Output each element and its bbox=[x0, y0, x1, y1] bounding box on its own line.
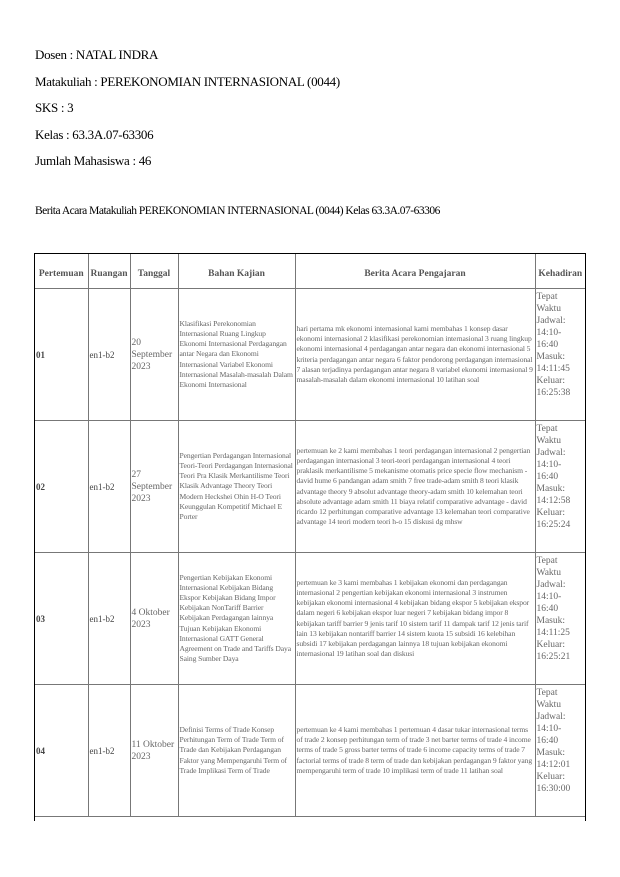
cell-pertemuan: 01 bbox=[35, 289, 88, 421]
kehadiran-line: 16:40 bbox=[536, 340, 559, 350]
cell-bahan-kajian: Pengertian Kebijakan Ekonomi Internasional Kebijakan Bidang Ekspor Kebijakan Bidang Impor Kebijakan NonTariff Barrier Kebijakan Perdagangan lainnya Tujuan Kebijakan Ekonomi Internasional GATT General Agreement on Trade and Tariffs Daya Saing Sumber Daya bbox=[178, 553, 295, 685]
kehadiran-line: 16:25:38 bbox=[536, 388, 571, 398]
cell-berita-acara: pertemuan ke 4 kami membahas 1 pertemuan 4 dasar tukar internasional terms of trade 2 konsep perhitungan term of trade 3 net barter terms of trade 4 income terms of trade 5 gross barter terms of trade 6 income capacity terms of trade 7 factorial terms of trade 8 term of trade dan kebijakan perdagangan 9 faktor yang mempengaruhi term of trade 10 implikasi term of trade 11 latihan soal bbox=[295, 685, 535, 817]
cell-kehadiran bbox=[535, 289, 585, 421]
kehadiran-line: Jadwal: bbox=[536, 316, 566, 326]
kehadiran-line: Jadwal: bbox=[536, 580, 566, 590]
dosen-line: Dosen : NATAL INDRA bbox=[35, 47, 159, 62]
cell-berita-acara: hari pertama mk ekonomi internasional kami membahas 1 konsep dasar ekonomi internasional 2 klasifikasi perekonomian internasional 3 ruang lingkup ekonomi internasional 4 perdagangan antar negara dan ekonomi internasional 5 kriteria perdagangan antar negara 6 faktor pendorong perdagangan internasional 7 alasan terjadinya perdagangan antar negara 8 variabel ekonomi internasional 9 masalah-masalah dalam ekonomi internasional 10 latihan soal bbox=[295, 289, 535, 421]
col-header-tanggal: Tanggal bbox=[130, 254, 178, 289]
kehadiran-line: Waktu bbox=[536, 568, 562, 578]
kehadiran-line: Masuk: bbox=[536, 484, 565, 494]
kehadiran-line: 14:10- bbox=[536, 724, 562, 734]
berita-acara-subtitle: Berita Acara Matakuliah PEREKONOMIAN INTERNASIONAL (0044) Kelas 63.3A.07-63306 bbox=[35, 205, 440, 217]
cell-kehadiran bbox=[535, 553, 585, 685]
cell-bahan-kajian: Definisi Terms of Trade Konsep Perhitungan Term of Trade Term of Trade dan Kebijakan Perdagangan Faktor yang Mempengaruhi Term of Trade Implikasi Term of Trade bbox=[178, 685, 295, 817]
table-row bbox=[35, 685, 585, 817]
cell-tanggal: 11 Oktober 2023 bbox=[130, 685, 178, 817]
cell-ruangan: en1-b2 bbox=[88, 289, 130, 421]
kehadiran-line: 14:10- bbox=[536, 328, 562, 338]
kehadiran-line: 14:12:01 bbox=[536, 760, 571, 770]
col-header-kehadiran: Kehadiran bbox=[535, 254, 585, 289]
cell-ruangan: en1-b2 bbox=[88, 421, 130, 553]
kehadiran-line: 14:11:45 bbox=[536, 364, 570, 374]
berita-acara-table bbox=[35, 254, 585, 817]
kehadiran-line: 16:30:00 bbox=[536, 784, 571, 794]
kehadiran-line: 16:25:21 bbox=[536, 652, 571, 662]
cell-tanggal: 20 September 2023 bbox=[130, 289, 178, 421]
kehadiran-line: Jadwal: bbox=[536, 448, 566, 458]
cell-pertemuan: 02 bbox=[35, 421, 88, 553]
kehadiran-line: 14:10- bbox=[536, 460, 562, 470]
table-row bbox=[35, 553, 585, 685]
kehadiran-line: Tepat bbox=[536, 424, 558, 434]
kehadiran-line: 16:40 bbox=[536, 604, 559, 614]
cell-pertemuan: 03 bbox=[35, 553, 88, 685]
cell-kehadiran bbox=[535, 685, 585, 817]
kehadiran-line: Tepat bbox=[536, 292, 558, 302]
kehadiran-line: Waktu bbox=[536, 700, 562, 710]
cell-ruangan: en1-b2 bbox=[88, 685, 130, 817]
kelas-line: Kelas : 63.3A.07-63306 bbox=[35, 127, 154, 142]
kehadiran-line: 14:11:25 bbox=[536, 628, 570, 638]
cell-tanggal: 27 September 2023 bbox=[130, 421, 178, 553]
cell-berita-acara: pertemuan ke 3 kami membahas 1 kebijakan ekonomi dan perdagangan internasional 2 pengertian kebijakan ekonomi internasional 3 instrumen kebijakan ekonomi internasional 4 kebijakan bidang ekspor 5 kebijakan ekspor dalam negeri 6 kebijakan ekspor luar negeri 7 kebijakan bidang impor 8 kebijakan tariff barrier 9 jenis tarif 10 sistem tarif 11 dampak tarif 12 jenis tarif lain 13 kebijakan nontariff barrier 14 sistem kuota 15 subsidi 16 kelebihan subsidi 17 kebijakan perdagangan lainnya 18 tujuan kebijakan ekonomi internasional 19 latihan soal dan diskusi bbox=[295, 553, 535, 685]
cell-kehadiran bbox=[535, 421, 585, 553]
table-header-row bbox=[35, 254, 585, 289]
kehadiran-line: 16:25:24 bbox=[536, 520, 571, 530]
kehadiran-line: Jadwal: bbox=[536, 712, 566, 722]
table-row bbox=[35, 421, 585, 553]
kehadiran-line: 16:40 bbox=[536, 736, 559, 746]
kehadiran-line: Keluar: bbox=[536, 772, 565, 782]
kehadiran-line: 16:40 bbox=[536, 472, 559, 482]
cell-bahan-kajian: Klasifikasi Perekonomian Internasional Ruang Lingkup Ekonomi Internasional Perdagangan antar Negara dan Ekonomi Internasional Variabel Ekonomi Internasional Masalah-masalah Dalam Ekonomi Internasional bbox=[178, 289, 295, 421]
matakuliah-line: Matakuliah : PEREKONOMIAN INTERNASIONAL (0044) bbox=[35, 74, 340, 89]
col-header-pertemuan: Pertemuan bbox=[35, 254, 88, 289]
kehadiran-line: Tepat bbox=[536, 556, 558, 566]
kehadiran-line: Waktu bbox=[536, 436, 562, 446]
jumlah-mahasiswa-line: Jumlah Mahasiswa : 46 bbox=[35, 153, 152, 168]
cell-tanggal: 4 Oktober 2023 bbox=[130, 553, 178, 685]
cell-berita-acara: pertemuan ke 2 kami membahas 1 teori perdagangan internasional 2 pengertian perdagangan internasional 3 teori-teori perdagangan internasional 4 teori praklasik merkantilisme 5 mekanisme otomatis price specie flow mechanism -david hume 6 pandangan adam smith 7 free trade-adam smith 8 teori klasik advantage theory 9 absolut advantage theory-adam smith 10 kelemahan teori absolute advantage adam smith 11 biaya relatif comparative advantage - david ricardo 12 perhitungan comparative advantage 13 kelemahan teori comparative advantage 14 teori modern teori h-o 15 diskusi dg mhsw bbox=[295, 421, 535, 553]
berita-acara-table-container bbox=[34, 253, 586, 821]
kehadiran-line: Tepat bbox=[536, 688, 558, 698]
kehadiran-line: 14:10- bbox=[536, 592, 562, 602]
cell-ruangan: en1-b2 bbox=[88, 553, 130, 685]
cell-bahan-kajian: Pengertian Perdagangan Internasional Teori-Teori Perdagangan Internasional Teori Pra Klasik Merkantilisme Teori Klasik Advantage Theory Teori Modern Heckshei Ohin H-O Teori Keunggulan Kompetitif Michael E Porter bbox=[178, 421, 295, 553]
col-header-bahan-kajian: Bahan Kajian bbox=[178, 254, 295, 289]
kehadiran-line: Keluar: bbox=[536, 640, 565, 650]
kehadiran-line: Masuk: bbox=[536, 616, 565, 626]
table-row bbox=[35, 289, 585, 421]
kehadiran-line: Keluar: bbox=[536, 376, 565, 386]
kehadiran-line: Masuk: bbox=[536, 352, 565, 362]
kehadiran-line: 14:12:58 bbox=[536, 496, 571, 506]
kehadiran-line: Waktu bbox=[536, 304, 562, 314]
sks-line: SKS : 3 bbox=[35, 100, 74, 115]
kehadiran-line: Keluar: bbox=[536, 508, 565, 518]
cell-pertemuan: 04 bbox=[35, 685, 88, 817]
col-header-ruangan: Ruangan bbox=[88, 254, 130, 289]
col-header-berita-acara: Berita Acara Pengajaran bbox=[295, 254, 535, 289]
kehadiran-line: Masuk: bbox=[536, 748, 565, 758]
